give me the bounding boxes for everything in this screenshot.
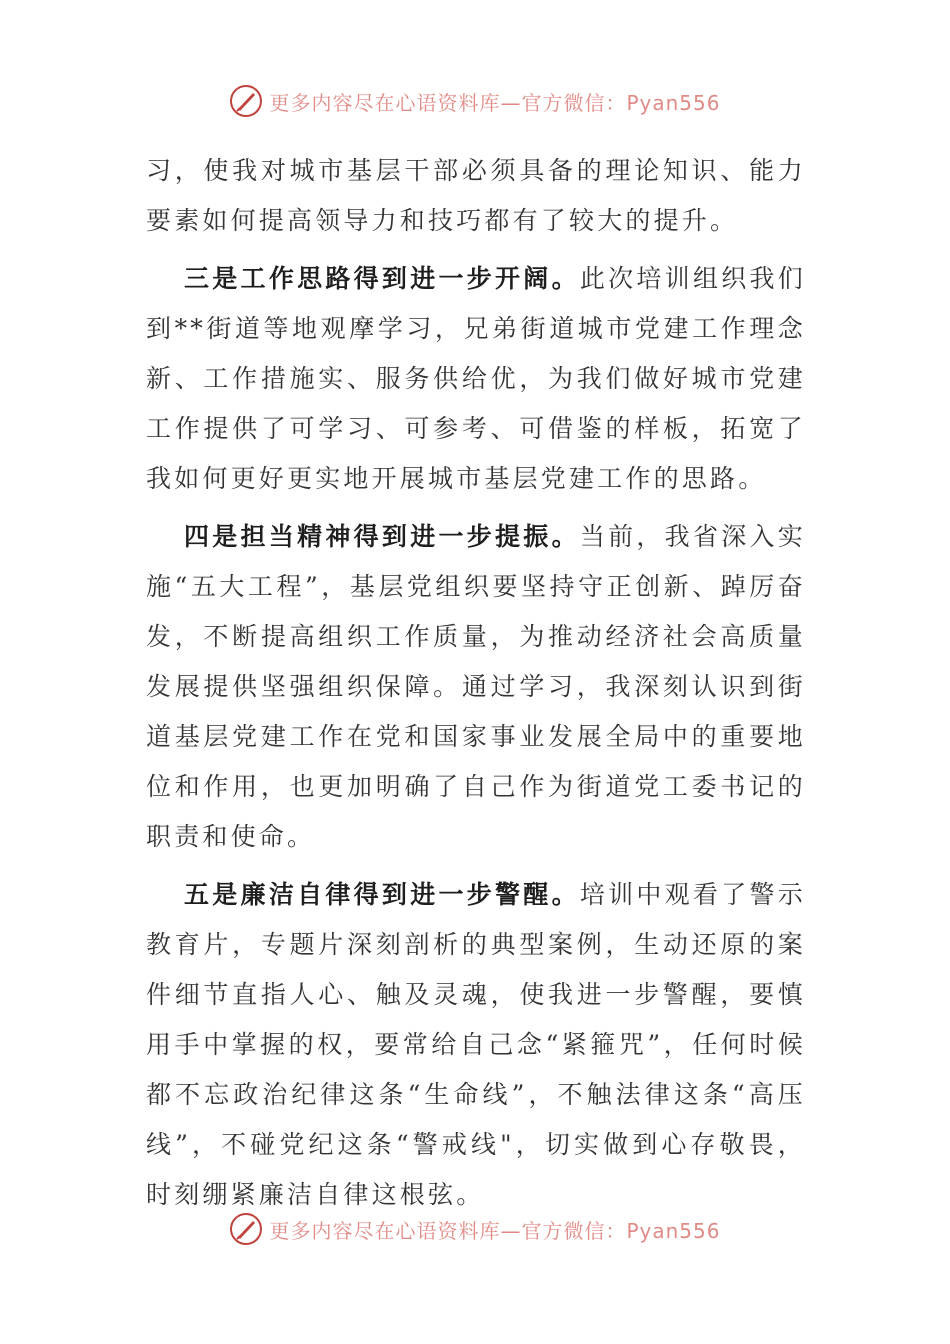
paragraph-lead: 四是担当精神得到进一步提振。 <box>184 522 580 551</box>
paragraph-integrity <box>146 870 806 1220</box>
paragraph-lead: 三是工作思路得到进一步开阔。 <box>184 264 580 293</box>
watermark-text: 更多内容尽在心语资料库—官方微信：Pyan556 <box>269 1218 721 1243</box>
header-watermark <box>0 84 950 118</box>
footer-watermark <box>0 1212 950 1246</box>
paragraph-lead: 五是廉洁自律得到进一步警醒。 <box>184 880 580 909</box>
watermark-text: 更多内容尽在心语资料库—官方微信：Pyan556 <box>269 90 721 115</box>
paragraph-text: 习，使我对城市基层干部必须具备的理论知识、能力要素如何提高领导力和技巧都有了较大的提升。 <box>146 156 806 235</box>
document-body <box>146 146 806 1228</box>
paragraph-text: 当前，我省深入实施“五大工程”，基层党组织要坚持守正创新、踔厉奋发，不断提高组织工作质量，为推动经济社会高质量发展提供坚强组织保障。通过学习，我深刻认识到街道基层党建工作在党和国家事业发展全局中的重要地位和作用，也更加明确了自己作为街道党工委书记的职责和使命。 <box>146 522 806 851</box>
paragraph-responsibility <box>146 512 806 862</box>
paragraph-text: 培训中观看了警示教育片，专题片深刻剖析的典型案例，生动还原的案件细节直指人心、触及灵魂，使我进一步警醒，要慎用手中掌握的权，要常给自己念“紧箍咒”，任何时候都不忘政治纪律这条“生命线”，不触法律这条“高压线”，不碰党纪这条“警戒线"，切实做到心存敬畏，时刻绷紧廉洁自律这根弦。 <box>146 880 806 1209</box>
pen-feather-icon <box>229 1212 263 1246</box>
paragraph-work-ideas <box>146 254 806 504</box>
paragraph-text: 此次培训组织我们到**街道等地观摩学习，兄弟街道城市党建工作理念新、工作措施实、服务供给优，为我们做好城市党建工作提供了可学习、可参考、可借鉴的样板，拓宽了我如何更好更实地开展城市基层党建工作的思路。 <box>146 264 806 493</box>
paragraph-continuation <box>146 146 806 246</box>
pen-feather-icon <box>229 84 263 118</box>
